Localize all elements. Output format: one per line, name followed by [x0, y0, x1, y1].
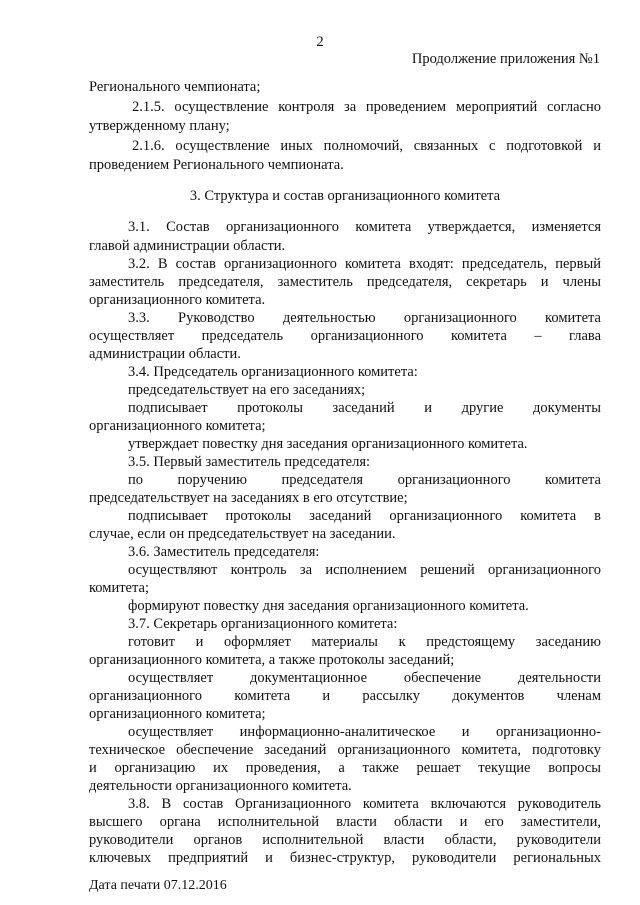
text-line: осуществляет документационное обеспечение деятельности	[128, 670, 601, 686]
text-line: организационного комитета;	[89, 418, 266, 434]
text-line: организационного комитета.	[89, 292, 266, 308]
page-number: 2	[316, 34, 324, 50]
text-line: руководители органов исполнительной власти области, руководители	[89, 832, 601, 848]
text-line: организационного комитета, а также протоколы заседаний;	[89, 652, 455, 668]
text-line: подписывает протоколы заседаний и другие документы	[128, 400, 601, 416]
text-line: заместитель председателя, заместитель председателя, секретарь и члены	[89, 274, 601, 290]
text-line: председательствует на заседаниях в его отсутствие;	[89, 490, 408, 506]
text-line: формируют повестку дня заседания организационного комитета.	[128, 598, 529, 614]
text-line: организационного комитета;	[89, 706, 266, 722]
text-line: организационного комитета и рассылку документов членам	[89, 688, 601, 704]
text-line: главой администрации области.	[89, 238, 286, 254]
text-line: утверждает повестку дня заседания организационного комитета.	[128, 436, 528, 452]
text-line: администрации области.	[89, 346, 241, 362]
text-line: 3.1. Состав организационного комитета утверждается, изменяется	[128, 219, 601, 235]
text-line: 2.1.6. осуществление иных полномочий, связанных с подготовкой и	[132, 138, 601, 154]
text-line: техническое обеспечение заседаний организационного комитета, подготовку	[89, 742, 601, 758]
text-line: комитета;	[89, 580, 149, 596]
text-line: высшего органа исполнительной власти области и его заместители,	[89, 814, 601, 830]
continuation-note: Продолжение приложения №1	[411, 51, 600, 67]
text-line: 3.5. Первый заместитель председателя:	[128, 454, 371, 470]
text-line: проведением Регионального чемпионата.	[89, 157, 344, 173]
text-line: осуществляет информационно-аналитическое и организационно-	[128, 724, 601, 740]
text-line: осуществляют контроль за исполнением решений организационного	[128, 562, 601, 578]
text-line: 3.6. Заместитель председателя:	[128, 544, 320, 560]
text-line: 3.4. Председатель организационного комитета:	[128, 364, 418, 380]
text-line: деятельности организационного комитета.	[89, 778, 352, 794]
text-line: 3.3. Руководство деятельностью организационного комитета	[128, 310, 601, 326]
text-line: 3.2. В состав организационного комитета входят: председатель, первый	[128, 256, 601, 272]
text-line: председательствует на его заседаниях;	[128, 382, 366, 398]
text-line: случае, если он председательствует на заседании.	[89, 526, 396, 542]
text-line: 2.1.5. осуществление контроля за проведением мероприятий согласно	[132, 99, 601, 115]
text-line: 3.7. Секретарь организационного комитета:	[128, 616, 398, 632]
text-line: утвержденному плану;	[89, 118, 230, 134]
print-date-footer: Дата печати 07.12.2016	[89, 878, 227, 893]
section-heading: 3. Структура и состав организационного комитета	[189, 188, 501, 204]
text-line: готовит и оформляет материалы к предстоящему заседанию	[128, 634, 601, 650]
text-line: и организацию их проведения, а также решает текущие вопросы	[89, 760, 601, 776]
text-line: ключевых предприятий и бизнес-структур, руководители региональных	[89, 850, 601, 866]
text-line: Регионального чемпионата;	[89, 79, 261, 95]
text-line: подписывает протоколы заседаний организационного комитета в	[128, 508, 601, 524]
text-line: осуществляет председатель организационного комитета – глава	[89, 328, 601, 344]
text-line: 3.8. В состав Организационного комитета включаются руководитель	[128, 796, 601, 812]
text-line: по поручению председателя организационного комитета	[128, 472, 601, 488]
